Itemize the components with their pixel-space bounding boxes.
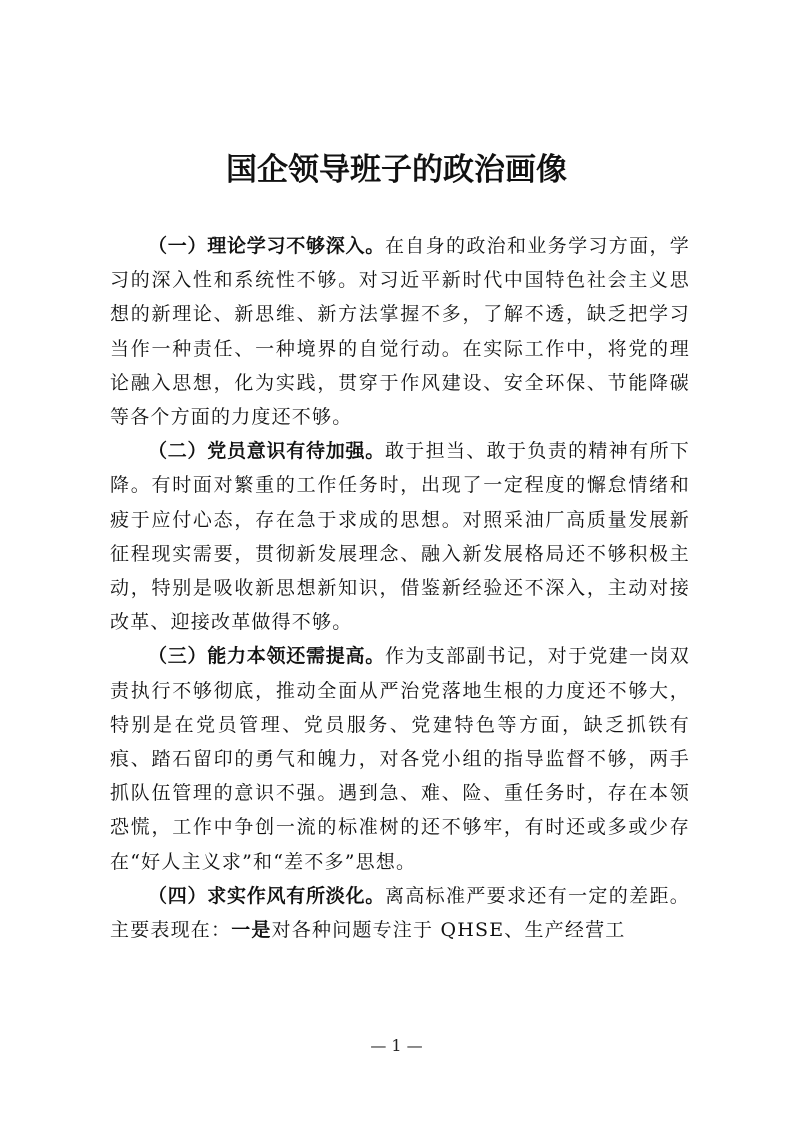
paragraph-4-text-continued: 对各种问题专注于 QHSE、生产经营工 bbox=[271, 919, 626, 942]
document-body bbox=[110, 229, 690, 947]
document-title: 国企领导班子的政治画像 bbox=[226, 152, 567, 188]
paragraph-1 bbox=[110, 229, 690, 434]
paragraph-4-emphasis: 一是 bbox=[231, 919, 272, 942]
paragraph-2-heading: （二）党员意识有待加强。 bbox=[148, 440, 385, 463]
paragraph-1-heading: （一）理论学习不够深入。 bbox=[148, 235, 385, 257]
paragraph-2-text: 敢于担当、敢于负责的精神有所下降。有时面对繁重的工作任务时，出现了一定程度的懈怠情绪和疲于应付心态，存在急于求成的思想。对照采油厂高质量发展新征程现实需要，贯彻新发展理念、融入新发展格局还不够积极主动，特别是吸收新思想新知识，借鉴新经验还不深入，主动对接改革、迎接改革做得不够。 bbox=[110, 440, 690, 634]
paragraph-4-text: 离高标准严要求还有一定的差距。主要表现在： bbox=[110, 884, 690, 942]
paragraph-2 bbox=[110, 434, 690, 639]
paragraph-3-heading: （三）能力本领还需提高。 bbox=[148, 645, 385, 668]
paragraph-4 bbox=[110, 879, 690, 947]
paragraph-3-text: 作为支部副书记，对于党建一岗双责执行不够彻底，推动全面从严治党落地生根的力度还不够大，特别是在党员管理、党员服务、党建特色等方面，缺乏抓铁有痕、踏石留印的勇气和魄力，对各党小组的指导监督不够，两手抓队伍管理的意识不强。遇到急、难、险、重任务时，存在本领恐慌，工作中争创一流的标准树的还不够牢，有时还或多或少存在“好人主义求”和“差不多”思想。 bbox=[110, 645, 690, 873]
paragraph-4-heading: （四）求实作风有所淡化。 bbox=[148, 884, 385, 907]
page-number: — 1 — bbox=[370, 1036, 423, 1055]
paragraph-3 bbox=[110, 639, 690, 878]
paragraph-1-text: 在自身的政治和业务学习方面，学习的深入性和系统性不够。对习近平新时代中国特色社会主义思想的新理论、新思维、新方法掌握不多，了解不透，缺乏把学习当作一种责任、一种境界的自觉行动。在实际工作中，将党的理论融入思想，化为实践，贯穿于作风建设、安全环保、节能降碳等各个方面的力度还不够。 bbox=[110, 235, 690, 429]
